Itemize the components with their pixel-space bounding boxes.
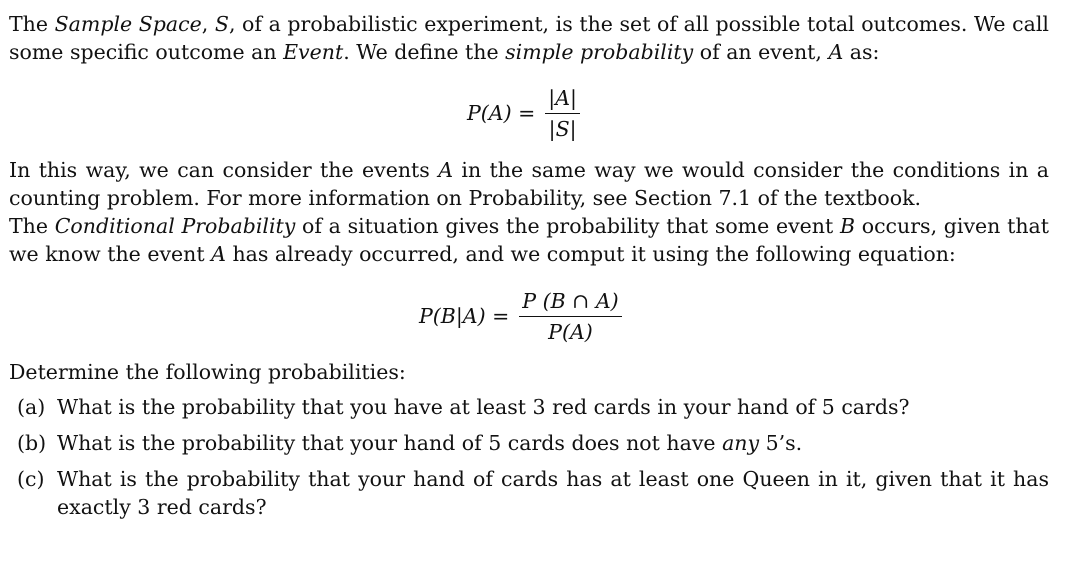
simple-probability-equation [9,70,1049,156]
fraction-denominator: P(A) [548,319,593,344]
document-page [9,10,1049,529]
equation-lhs: P(A) = [467,101,536,125]
symbol-s: S [214,12,229,36]
question-label: (b) [17,431,47,455]
emphasis-any: any [722,431,760,455]
fraction [519,289,621,344]
term-simple-probability: simple probability [505,40,694,64]
text-run: The [9,214,55,238]
conditional-paragraph [9,212,1049,268]
question-list [9,393,1049,521]
text-run: , of a probabilistic experiment, is the set of all possible total outcomes. We call some specific outcome an [9,12,1049,64]
question-item [9,465,1049,521]
equation-lhs: P(B|A) = [419,304,510,328]
text-run: In this way, we can consider the events [9,158,439,182]
text-run: What is the probability that your hand of 5 cards does not have [57,431,723,455]
fraction [545,86,580,141]
prompt-text: Determine the following probabilities: [9,360,406,384]
symbol-a: A [438,158,454,182]
text-run: The [9,12,55,36]
text-run: occurs, given that we know the event [9,214,1049,266]
text-run: as: [843,40,880,64]
fraction-denominator: |S| [548,116,577,141]
text-run: 5’s. [759,431,803,455]
term-conditional-probability: Conditional Probability [54,214,296,238]
question-item [9,429,1049,457]
fraction-bar [545,113,580,114]
counting-paragraph [9,156,1049,212]
symbol-b: B [839,214,856,238]
question-text [57,465,1049,521]
text-run: has already occurred, and we comput it using the following equation: [225,242,956,266]
text-run: What is the probability that your hand of cards has at least one Queen in it, given that it has exactly 3 red cards? [57,467,1049,519]
text-run: , [201,12,215,36]
text-run: What is the probability that you have at least 3 red cards in your hand of 5 cards? [57,395,910,419]
question-label: (c) [17,467,45,491]
question-text [57,393,1049,421]
term-sample-space: Sample Space [54,12,202,36]
term-event: Event [283,40,344,64]
symbol-a: A [211,242,226,266]
definition-paragraph [9,10,1049,66]
question-item [9,393,1049,421]
text-run: in the same way we would consider the conditions in a counting problem. For more information on Probability, see Section 7.1 of the textbook. [9,158,1050,210]
question-text [57,429,1049,457]
fraction-bar [519,316,621,317]
text-run: of an event, [693,40,829,64]
text-run: . We define the [343,40,506,64]
fraction-numerator: |A| [548,85,577,110]
symbol-a: A [828,40,844,64]
conditional-probability-equation [9,274,1049,358]
question-label: (a) [17,395,46,419]
fraction-numerator: P (B ∩ A) [522,288,619,313]
text-run: of a situation gives the probability that some event [295,214,840,238]
